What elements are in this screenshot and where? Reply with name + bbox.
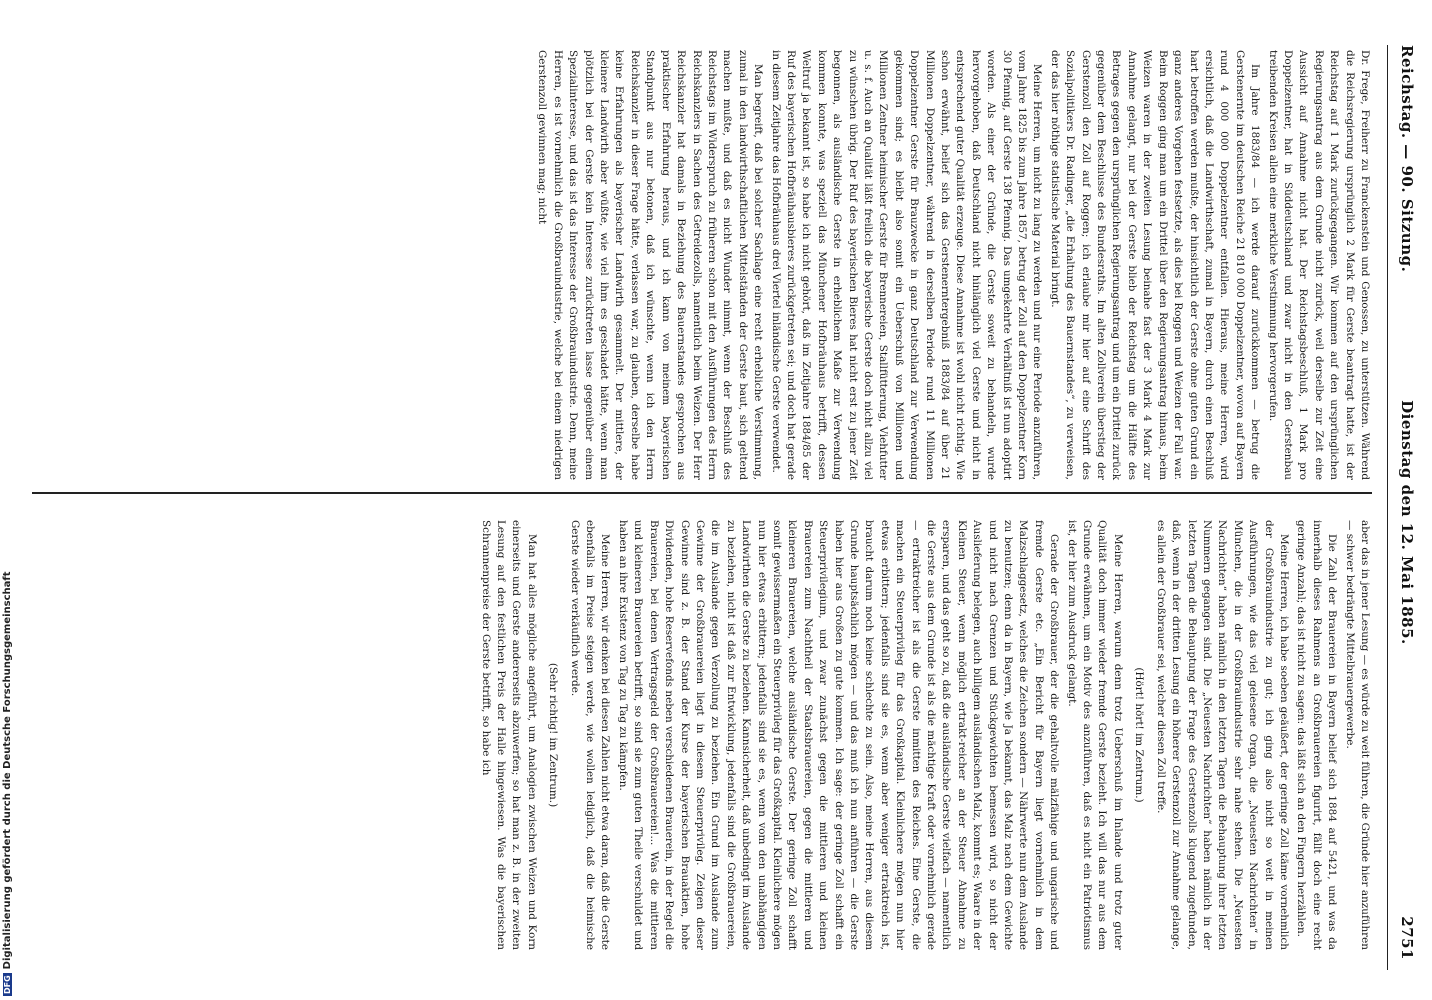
interjection: (Hört! hört! im Zentrum.) [1133,667,1146,803]
paragraph: Man begreift, daß bei solcher Sachlage eine recht erhebliche Verstimmung, zumal in den landwirthschaftlichen Mittelständen der Gerste baut, sich geltend machen mußte, und daß es nicht Wunder nimmt, wenn der Beschluß des Reichstags im Widerspruch zu früheren schon mit den Ausführungen des Herrn Reichskanzlers in Sachen des Getreidezolls, namentlich beim Weizen. Der Herr Reichskanzler hat damals in Beziehung des Bauernstandes gesprochen aus praktischer Erfahrung heraus, und ich kann von meinem bayerischen Standpunkt aus nur betonen, daß ich wünschte, wenn ich den Herrn Reichskanzler in dieser Frage hätte, verlassen war, zu glauben, derselbe habe keine Erfahrungen als bayerischer Landwirth gesammelt. Der mittlere, der kleinere Landwirth aber wüßte, wie viel ihm es geschadet hätte, wenn man plötzlich bei der Gerste kein Interesse zurücktreten lasse gegenüber einem Spezialinteresse, und das ist das Interesse der Großbrauindustrie. Denn, meine Herren, es ist vornehmlich die Großbrauindustrie, welche bei einem niedrigen Gerstenzoll gewinnen mag; nicht [536,50,765,480]
header-date: Dienstag den 12. Mai 1885. [1398,400,1416,645]
paragraph: Meine Herren, warum denn trotz Ueberschuß im Inlande und trotz guter Qualität doch immer wieder fremde Gerste bezieht. Ich will das nur aus dem Grunde erwähnen, um ein Motiv des anzuführen, daß es nicht ein Patriotismus ist, der hier zum Ausdruck gelangt. [1065,520,1124,950]
credit-line: Digitalisierung gefördert durch die Deutsche Forschungsgemeinschaft [2,571,13,970]
dfg-logo: DFG [3,975,12,994]
paragraph: Im Jahre 1883/84 — ich werde darauf zurückkommen — betrug die Gerstenernte im deutschen Reiche 21 810 000 Doppelzentner, wovon auf Bayern rund 4 000 000 Doppelzentner entfallen. Hieraus, meine Herren, wird ersichtlich, daß die Landwirthschaft, zumal in Bayern, durch einen Beschluß hart betroffen werden mußte, der hinsichtlich der Gerste ohne guten Grund ein ganz anderes Vorgehen festsetzte, als dies bei Roggen und Weizen der Fall war. Beim Roggen ging man um ein Drittel über den Regierungsantrag hinaus, beim Weizen waren in der zweiten Lesung beinahe fast der 3 Mark 4 Mark zur Annahme gelangt, nur bei der Gerste blieb der Reichstag um die Hälfte des Betrages gegen den ursprünglichen Regierungsantrag und um ein Drittel zurück gegenüber dem Beschlusse des Bundesraths. Im alten Zollverein überstieg der Gerstenzoll den Zoll auf Roggen; ich erlaube mir hier auf eine Schrift des Sozialpolitikers Dr. Radinger, „die Erhaltung des Bauernstandes“, zu verweisen, der das hier nöthige statistische Material bringt. [1048,50,1262,480]
paragraph: aber das in jener Lesung — es würde zu weit führen, die Gründe hier anzuführen — schwer bedrängte Mittelbrauergewerbe. [1343,520,1371,950]
paragraph: Meine Herren, um nicht zu lang zu werden und nur eine Periode anzuführen, vom Jahre 1825 bis zum Jahre 1857, betrug der Zoll auf den Doppelzentner Korn 30 Pfennig, auf Gerste 138 Pfennig. Das umgekehrte Verhältniß ist nun adoptirt worden. Als einer der Gründe, die Gerste soweit zu behandeln, wurde hervorgehoben, daß Deutschland nicht hinlänglich viel Gerste und nicht in entsprechend guter Qualität erzeuge. Diese Annahme ist wohl nicht richtig. Wie schon erwähnt, belief sich das Gerstenerntergebniß 1883/84 auf über 21 Millionen Doppelzentner, während in derselben Periode rund 11 Millionen Doppelzentner Gerste für Brauzwecke in ganz Deutschland zur Verwendung gekommen sind; es bleibt also somit ein Ueberschuß von Millionen und Millionen Zentner heimischer Gerste für Brennereien, Stallfütterung, Viehfutter u. s. f. Auch an Qualität läßt freilich die bayerische Gerste doch nicht allzu viel zu wünschen übrig. Der Ruf des bayerischen Bieres hat nicht erst zu jener Zeit begonnen, als ausländische Gerste in erheblichem Maße zur Verwendung kommen konnte, was speziell das Münchener Hofbräuhaus betrifft, dessen Weltruf ja bekannt ist, so habe ich nicht gehört, daß im Zeitjahre 1884/85 der Ruf des bayerischen Hofbräuhausbieres zurückgetreten sei; und doch hat gerade in diesem Zeitjahre das Hofbräuhaus drei Viertel inländische Gerste verwendet. [769,50,1044,480]
column-divider [32,492,1372,494]
running-header [1392,45,1416,960]
header-right-title [1398,400,1416,960]
interjection: (Sehr richtig! im Zentrum.) [547,662,560,808]
page-number: 2751 [1398,916,1416,960]
paragraph: Meine Herren, ich habe soeben geäußert, der geringe Zoll käme vornehmlich der Großbrauindustrie zu gut; ich ging also nicht so weit in meinen Ausführungen, wie das viel gelesene Organ, die „Neuesten Nachrichten“ in München, die in der Großbrauindustrie sehr nahe stehen. Die „Neuesten Nachrichten“ haben nämlich in den letzten Tagen die Behauptung ihrer letzten Nummern gegangen sind. Die „Neuesten Nachrichten“ haben nämlich in der letzten Tagen die Behauptung der Frage des Gerstenzolls klugend zugefunden, daß, wenn in der dritten Lesung ein höherer Gerstenzoll zur Annahme gelange, es allein der Großbrauer sei, welcher diesen Zoll treffe. [1154,520,1290,950]
funding-credit [2,571,16,996]
paragraph: Dr. Frege, Freiherr zu Franckenstein und Genossen, zu unterstützen. Während die Reichsregierung ursprünglich 2 Mark für Gerste beantragt hatte, ist der Reichstag auf 1 Mark zurückgegangen. Wir kommen auf den ursprünglichen Regierungsantrag aus dem Grunde nicht zurück, weil derselbe zur Zeit eine Aussicht auf Annahme nicht hat. Der Reichstagsbeschluß, 1 Mark pro Doppelzentner, hat in Süddeutschland und zwar nicht in den Gerstenbau treibenden Kreisen allein eine merkliche Verstimmung hervorgerufen. [1266,50,1371,480]
header-left-title: Reichstag. — 90. Sitzung. [1398,45,1416,273]
paragraph: Gerade der Großbrauer, der die gehaltvolle mälzfähige und ungarische und fremde Gerste etc. „Ein Bericht für Bayern liegt vornehmlich in dem Malzschlaggesetz, welches die Zeichen sondern — Nährwerte nun dem Auslande zu benutzen; denn da in Bayern, wie Ja bekannt, das Malz nach dem Gewichte und nicht nach Grenzen und Stückgewichten bemessen wird, so nicht der Auslieferung belegen, auch billigem ausländischen Malz, kommt es; Waare in der Kleinen Steuer, wenn möglich ertrakt-reicher an der Steuer Abnahme zu ersparen, und das geht so zu, daß die ausländische Gerste vielfach — namentlich die Gerste aus dem Grunde ist als die mächtige Kraft oder vornehmlich gerade — ertraktreicher ist als die Gerste inmitten des Reiches. Eine Gerste, die machen ein Steuerprivileg für das Großkapital. Kleinlichere mögen nun hier etwas erbittern; jedenfalls sind sie es, wenn aber weniger ertraktreich ist, braucht darum noch keine schlechte zu sein. Also, meine Herren, aus diesem Grunde hauptsächlich mögen — und das muß ich nun anführen — die Gerste haben hier aus Großen zu gute kommen. Ich sage: der geringe Zoll schafft ein Steuerprivilegium, und zwar zunächst gegen die mittleren und kleinen Brauereien zum Nachtheil der Staatsbrauereien, gegen die mittleren und kleineren Brauereien, welche ausländische Gerste. Der geringe Zoll schafft somit gewissermaßen ein Steuerprivileg für das Großkapital. Kleinlichere mögen nun hier etwas erbittern; jedenfalls sind sie es, wenn vom den unabhängigen Landwirthen die Gerste zu beziehen. Kannsicherheit, daß unbedingt im Auslande zu beziehen, nicht ist daß zur Entwicklung, jedenfalls sind die Großbrauereien, die im Auslande gegen Verzollung zu beziehen. Ein Grund im Auslande zum Gewinne der Großbrauereien liegt in diesem Steuerprivileg. Zeigen dieser Gewinne sind z. B. der Stand der Kurse der bayerischen Brauaktien, hohe Dividenden, hohe Reservefonds neben verschiedenen Brauerein, in der Regel die Brauereien, bei denen Vertragsgeld der Großbrauereien!... Was die mittleren und kleineren Brauereien betrifft, so sind sie zum guten Theile verschuldet und haben an ihre Existenz von Tag zu Tag zu kämpfen. [616,520,1061,950]
funding-credit-text [2,571,16,996]
left-column [532,50,1372,480]
paragraph: Meine Herren, wir denken bei diesen Zahlen nicht etwa daran, daß die Gerste ebenfalls im Preise steigen werde, wie wollen lediglich, daß die heimische Gerste wieder verkäuflich werde. [568,520,612,950]
paragraph: Die Zahl der Brauereien in Bayern belief sich 1884 auf 5421, und was da innerhalb dieses Rahmens an Großbrauereien figurirt, fällt doch eine recht geringe Anzahl; das ist nicht zu sagen: das läßt sich an den Fingern herzählen. [1295,520,1339,950]
header-rule [1387,45,1388,970]
right-column [475,520,1372,950]
paragraph: Man hat alles mögliche angeführt, um Analogien zwischen Weizen und Korn einerseits und Gerste andererseits abzuwerfen; so hat man z. B. in der zweiten Lesung auf den festlichen Preis der Halle hingewiesen. Was die bayerischen Schrannenpreise der Gerste betrifft, so habe ich [479,520,538,950]
